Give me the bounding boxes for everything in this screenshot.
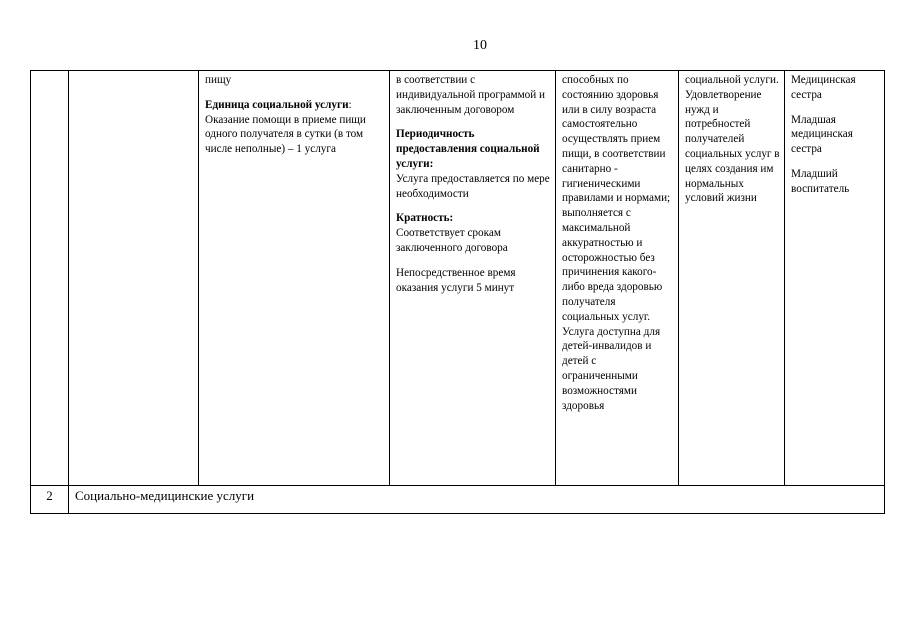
number-cell (31, 71, 69, 486)
staff-item: Медицинская сестра (791, 74, 856, 101)
section-number: 2 (31, 486, 69, 514)
periodicity-text: Услуга предоставляется по мере необходимости (396, 172, 550, 200)
table-row (31, 71, 885, 486)
section-title: Социально-медицинские услуги (69, 486, 885, 514)
service-unit: Единица социальной услуги: Оказание помощи в приеме пищи одного получателя в сутки (в том числе неполные) – 1 услуга (205, 98, 366, 156)
frequency (396, 211, 551, 255)
staff-item: Младшая медицинская сестра (791, 113, 853, 156)
section-row (31, 486, 885, 514)
page-number: 10 (473, 38, 487, 53)
services-table (30, 70, 885, 514)
category-cell (69, 71, 199, 486)
unit-label: Единица социальной услуги (205, 98, 349, 111)
service-name-continued: пищу (205, 74, 232, 86)
frequency-label: Кратность: (396, 212, 454, 225)
result-cell: социальной услуги. Удовлетворение нужд и потребностей получателей социальных услуг в целях создания им нормальных условий жизни (679, 71, 785, 486)
unit-text: Оказание помощи в приеме пищи одного получателя в сутки (в том числе неполные) – 1 услуга (205, 113, 366, 156)
quality-cell: способных по состоянию здоровья или в силу возраста самостоятельно осуществлять прием пищи, в соответствии санитарно - гигиеническими правилами и нормами; выполняется с максимальной аккуратностью и осторожностью без причинения какого-либо вреда здоровью получателя социальных услуг. Услуга доступна для детей-инвалидов и детей с ограниченными возможностями здоровья (556, 71, 679, 486)
conditions-cell (390, 71, 556, 486)
conditions-intro: в соответствии с индивидуальной программой и заключенным договором (396, 74, 546, 116)
direct-time: Непосредственное время оказания услуги 5 минут (396, 266, 516, 294)
service-name-cell (199, 71, 390, 486)
staff-item: Младший воспитатель (791, 167, 850, 195)
frequency-text: Соответствует срокам заключенного договора (396, 227, 508, 254)
staff-cell (785, 71, 885, 486)
periodicity (396, 127, 551, 201)
periodicity-label: Периодичность предоставления социальной услуги: (396, 128, 540, 170)
